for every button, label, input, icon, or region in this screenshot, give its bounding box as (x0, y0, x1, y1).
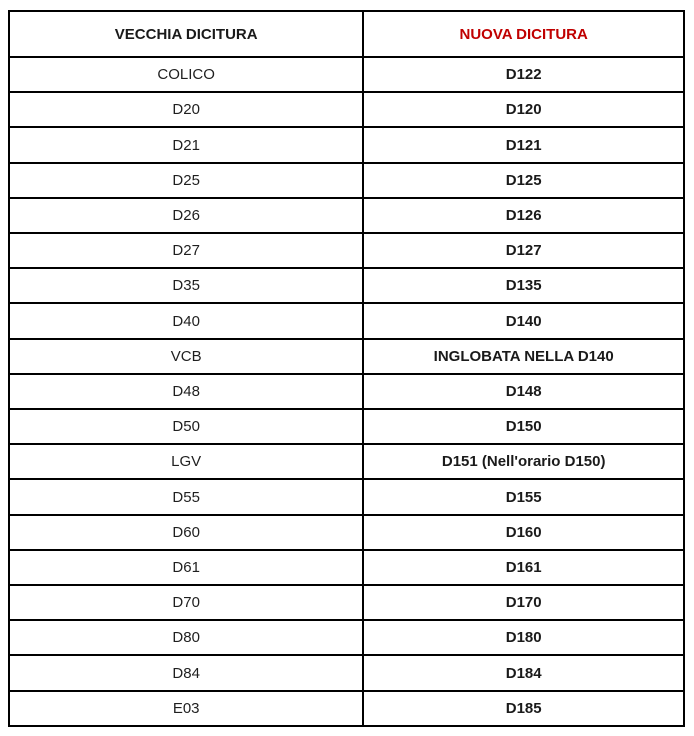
old-code-cell: D26 (9, 198, 363, 233)
old-code-cell: COLICO (9, 57, 363, 92)
new-code-cell: D155 (363, 479, 684, 514)
new-code-cell: D160 (363, 515, 684, 550)
old-code-cell: D27 (9, 233, 363, 268)
old-code-cell: E03 (9, 691, 363, 726)
new-code-cell: INGLOBATA NELLA D140 (363, 339, 684, 374)
old-code-cell: LGV (9, 444, 363, 479)
new-code-cell: D121 (363, 127, 684, 162)
table-row (9, 233, 684, 268)
table-row (9, 444, 684, 479)
table-row (9, 655, 684, 690)
header-cell-vecchia-dicitura: VECCHIA DICITURA (9, 11, 363, 57)
new-code-cell: D125 (363, 163, 684, 198)
table-row (9, 92, 684, 127)
new-code-cell: D135 (363, 268, 684, 303)
new-code-cell: D126 (363, 198, 684, 233)
new-code-cell: D161 (363, 550, 684, 585)
table-row (9, 585, 684, 620)
old-code-cell: D20 (9, 92, 363, 127)
header-cell-nuova-dicitura: NUOVA DICITURA (363, 11, 684, 57)
new-code-cell: D170 (363, 585, 684, 620)
table-row (9, 57, 684, 92)
table-row (9, 339, 684, 374)
new-code-cell: D127 (363, 233, 684, 268)
table-row (9, 515, 684, 550)
old-code-cell: D25 (9, 163, 363, 198)
old-code-cell: D21 (9, 127, 363, 162)
new-code-cell: D150 (363, 409, 684, 444)
old-code-cell: D40 (9, 303, 363, 338)
old-code-cell: D55 (9, 479, 363, 514)
new-code-cell: D148 (363, 374, 684, 409)
table-row (9, 268, 684, 303)
old-code-cell: D70 (9, 585, 363, 620)
table-row (9, 620, 684, 655)
table-row (9, 479, 684, 514)
table-row (9, 374, 684, 409)
table-row (9, 198, 684, 233)
header-row (9, 11, 684, 57)
old-code-cell: D84 (9, 655, 363, 690)
old-code-cell: VCB (9, 339, 363, 374)
old-code-cell: D35 (9, 268, 363, 303)
table-row (9, 550, 684, 585)
new-code-cell: D180 (363, 620, 684, 655)
old-code-cell: D80 (9, 620, 363, 655)
new-code-cell: D151 (Nell'orario D150) (363, 444, 684, 479)
table-row (9, 409, 684, 444)
new-code-cell: D120 (363, 92, 684, 127)
table-row (9, 691, 684, 726)
new-code-cell: D122 (363, 57, 684, 92)
new-code-cell: D185 (363, 691, 684, 726)
old-to-new-code-table (8, 10, 685, 727)
table-header (9, 11, 684, 57)
new-code-cell: D184 (363, 655, 684, 690)
table-body (9, 57, 684, 726)
old-code-cell: D50 (9, 409, 363, 444)
table-row (9, 163, 684, 198)
table-row (9, 127, 684, 162)
old-code-cell: D48 (9, 374, 363, 409)
table-row (9, 303, 684, 338)
new-code-cell: D140 (363, 303, 684, 338)
old-code-cell: D61 (9, 550, 363, 585)
old-code-cell: D60 (9, 515, 363, 550)
